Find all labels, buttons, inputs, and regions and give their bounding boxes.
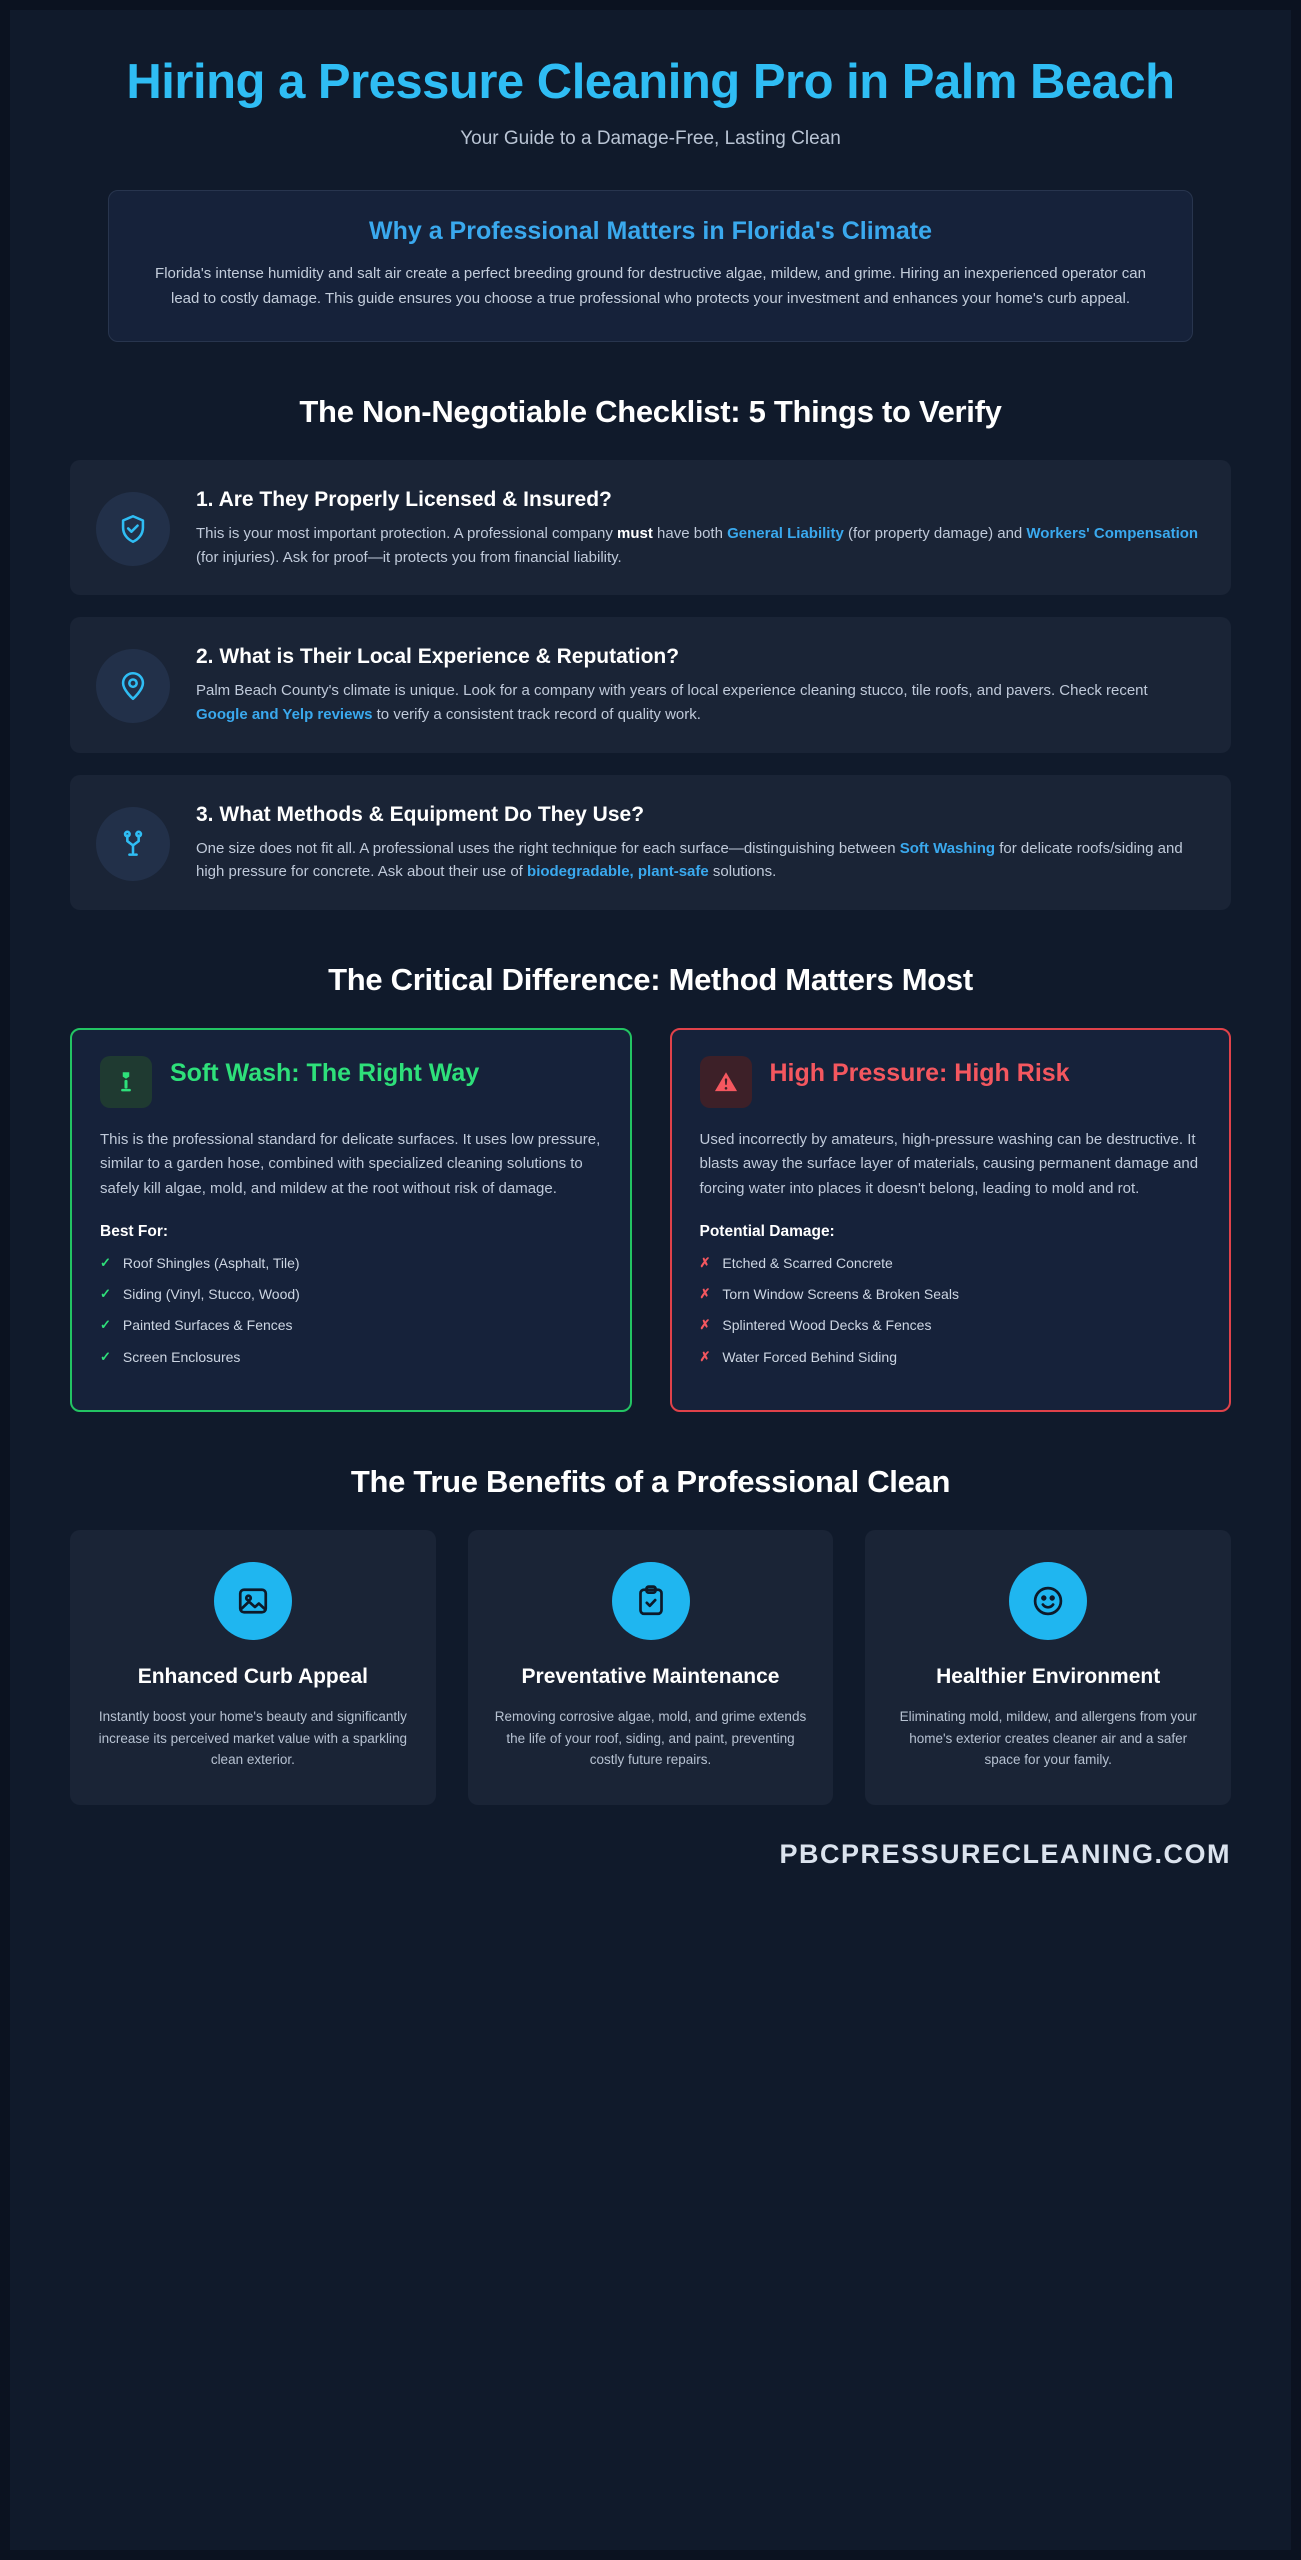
list-item: ✗ Torn Window Screens & Broken Seals bbox=[699, 1286, 959, 1303]
checklist-heading: The Non-Negotiable Checklist: 5 Things to Verify bbox=[299, 393, 1002, 429]
map-pin-icon bbox=[96, 649, 170, 723]
check-mark-icon: ✓ bbox=[100, 1286, 111, 1302]
high-pressure-list bbox=[700, 1255, 1202, 1365]
check-mark-icon: ✓ bbox=[100, 1317, 111, 1333]
benefit-title: Preventative Maintenance bbox=[521, 1664, 780, 1688]
benefits-heading: The True Benefits of a Professional Clean bbox=[350, 1463, 951, 1499]
benefits-row bbox=[70, 1530, 1231, 1805]
high-pressure-title: High Pressure: High Risk bbox=[769, 1059, 1070, 1088]
cross-mark-icon: ✗ bbox=[699, 1286, 711, 1302]
soft-wash-list bbox=[100, 1255, 602, 1365]
comparison-heading: The Critical Difference: Method Matters Most bbox=[328, 962, 973, 998]
checklist-item-1 bbox=[70, 460, 1231, 595]
check-mark-icon: ✓ bbox=[100, 1348, 111, 1364]
high-pressure-list-label: Potential Damage: bbox=[699, 1222, 835, 1240]
comparison-row bbox=[70, 1028, 1231, 1412]
checklist-item-title: 1. Are They Properly Licensed & Insured? bbox=[196, 487, 612, 511]
cross-mark-icon: ✗ bbox=[699, 1348, 711, 1364]
check-mark-icon: ✓ bbox=[100, 1254, 111, 1270]
soft-wash-card bbox=[70, 1028, 632, 1412]
checklist-item-text: This is your most important protection. A professional company must have both General Liability (for property damage) and Workers' Compensation (for injuries). Ask for proof—it protects you from financial liability. bbox=[196, 524, 1199, 566]
list-item: ✓ Painted Surfaces & Fences bbox=[100, 1317, 293, 1334]
benefit-card-3 bbox=[865, 1530, 1231, 1805]
benefit-text: Removing corrosive algae, mold, and grime extends the life of your roof, siding, and paint, preventing costly future repairs. bbox=[494, 1709, 807, 1768]
list-item: ✗ Splintered Wood Decks & Fences bbox=[699, 1317, 932, 1334]
cross-mark-icon: ✗ bbox=[699, 1317, 711, 1333]
high-pressure-text: Used incorrectly by amateurs, high-pressure washing can be destructive. It blasts away the surface layer of materials, causing permanent damage and forcing water into places it doesn't belong, leading to mold and rot. bbox=[699, 1131, 1199, 1197]
intro-title: Why a Professional Matters in Florida's Climate bbox=[368, 217, 933, 246]
benefit-text: Instantly boost your home's beauty and significantly increase its perceived market value with a sparkling clean exterior. bbox=[98, 1709, 408, 1768]
list-item: ✓ Roof Shingles (Asphalt, Tile) bbox=[100, 1254, 300, 1271]
checklist-item-3 bbox=[70, 775, 1231, 910]
soft-wash-title: Soft Wash: The Right Way bbox=[170, 1059, 480, 1088]
list-item: ✗ Etched & Scarred Concrete bbox=[699, 1254, 893, 1271]
high-pressure-card bbox=[670, 1028, 1232, 1412]
list-item: ✓ Siding (Vinyl, Stucco, Wood) bbox=[100, 1286, 300, 1303]
benefit-title: Enhanced Curb Appeal bbox=[137, 1664, 368, 1688]
footer-brand: PBCPRESSURECLEANING.COM bbox=[779, 1838, 1231, 1869]
nozzle-icon bbox=[96, 807, 170, 881]
page-title: Hiring a Pressure Cleaning Pro in Palm Beach bbox=[126, 55, 1175, 109]
checklist-item-text: Palm Beach County's climate is unique. Look for a company with years of local experience cleaning stucco, tile roofs, and pavers. Check recent Google and Yelp reviews to verify a consistent track record of quality work. bbox=[196, 682, 1148, 723]
intro-panel bbox=[108, 190, 1193, 342]
shield-check-icon bbox=[96, 492, 170, 566]
checklist-item-title: 2. What is Their Local Experience & Reputation? bbox=[196, 645, 680, 669]
benefit-card-2 bbox=[468, 1530, 834, 1805]
soft-wash-text: This is the professional standard for delicate surfaces. It uses low pressure, similar to a garden hose, combined with specialized cleaning solutions to safely kill algae, mold, and mildew at the root without risk of damage. bbox=[100, 1131, 601, 1197]
soft-wash-list-label: Best For: bbox=[100, 1222, 169, 1240]
spray-nozzle-icon bbox=[100, 1056, 152, 1108]
intro-body: Florida's intense humidity and salt air create a perfect breeding ground for destructive algae, mildew, and grime. Hiring an inexperienced operator can lead to costly damage. This guide ensures you choose a true professional who protects your investment and enhances your home's curb appeal. bbox=[155, 265, 1146, 307]
list-item: ✓ Screen Enclosures bbox=[100, 1348, 241, 1365]
warning-triangle-icon bbox=[700, 1056, 752, 1108]
checklist-item-title: 3. What Methods & Equipment Do They Use? bbox=[196, 802, 645, 826]
cross-mark-icon: ✗ bbox=[699, 1254, 711, 1270]
checklist-item-text: One size does not fit all. A professional uses the right technique for each surface—distinguishing between Soft Washing for delicate roofs/siding and high pressure for concrete. Ask about their use of biodegradable, plant-safe solutions. bbox=[196, 839, 1183, 881]
image-icon bbox=[214, 1562, 292, 1640]
checklist-item-2 bbox=[70, 617, 1231, 752]
list-item: ✗ Water Forced Behind Siding bbox=[699, 1348, 897, 1365]
benefit-title: Healthier Environment bbox=[936, 1664, 1161, 1688]
benefit-card-1 bbox=[70, 1530, 436, 1805]
clipboard-check-icon bbox=[612, 1562, 690, 1640]
page-subtitle: Your Guide to a Damage-Free, Lasting Clean bbox=[460, 128, 841, 150]
smiley-icon bbox=[1009, 1562, 1087, 1640]
benefit-text: Eliminating mold, mildew, and allergens from your home's exterior creates cleaner air and a safer space for your family. bbox=[899, 1709, 1197, 1768]
